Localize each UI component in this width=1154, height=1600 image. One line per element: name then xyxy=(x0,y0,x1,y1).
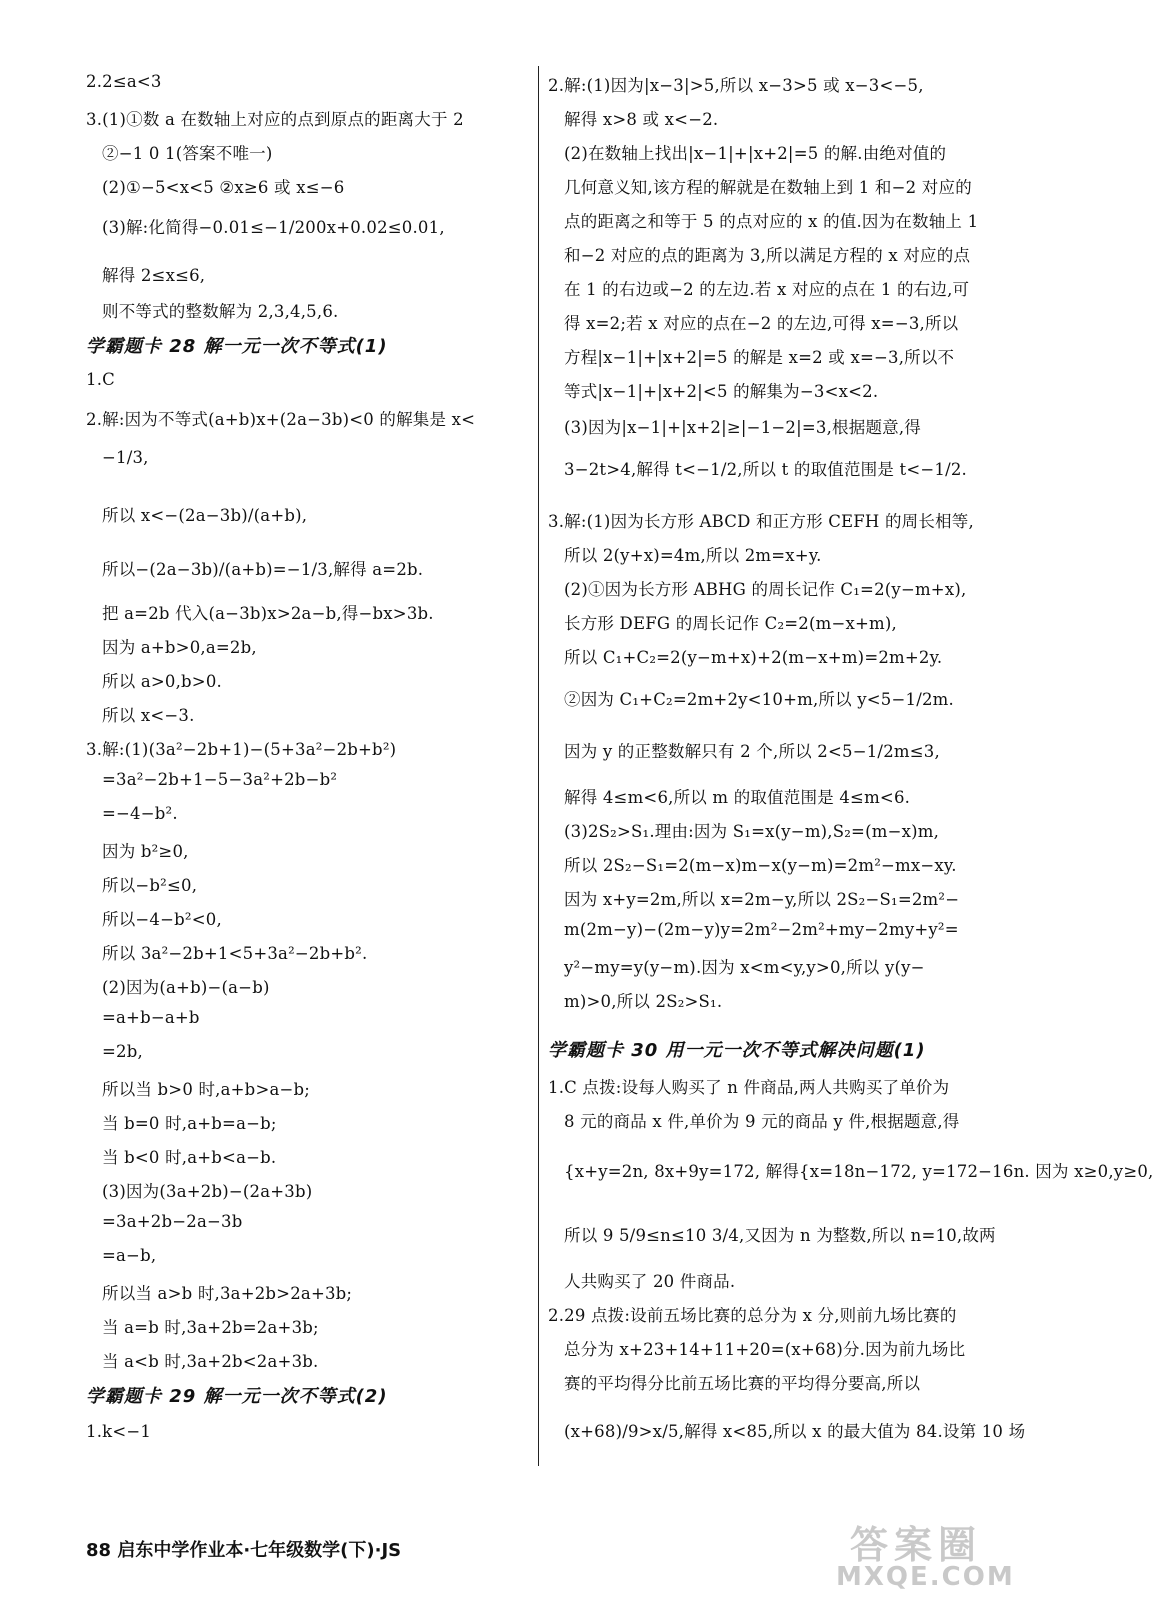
answer-line: 所以当 a>b 时,3a+2b>2a+3b; xyxy=(102,1284,353,1303)
answer-line: 2.解:(1)因为|x−3|>5,所以 x−3>5 或 x−3<−5, xyxy=(548,76,924,95)
answer-line: 因为 a+b>0,a=2b, xyxy=(102,638,257,657)
answer-line: =2b, xyxy=(102,1042,143,1061)
answer-line: =a+b−a+b xyxy=(102,1008,200,1027)
answer-line: (2)因为(a+b)−(a−b) xyxy=(102,978,270,997)
answer-line: 赛的平均得分比前五场比赛的平均得分要高,所以 xyxy=(564,1374,921,1393)
card-30-heading: 学霸题卡 30 用一元一次不等式解决问题(1) xyxy=(548,1040,926,1061)
answer-line: (x+68)/9>x/5,解得 x<85,所以 x 的最大值为 84.设第 10 场 xyxy=(564,1422,1026,1441)
answer-line: 把 a=2b 代入(a−3b)x>2a−b,得−bx>3b. xyxy=(102,604,434,623)
answer-line: 所以 2S₂−S₁=2(m−x)m−x(y−m)=2m²−mx−xy. xyxy=(564,856,957,875)
answer-line: 当 a<b 时,3a+2b<2a+3b. xyxy=(102,1352,319,1371)
answer-line: 所以 2(y+x)=4m,所以 2m=x+y. xyxy=(564,546,822,565)
answer-line: m)>0,所以 2S₂>S₁. xyxy=(564,992,723,1011)
answer-line: 所以−4−b²<0, xyxy=(102,910,222,929)
answer-line: (3)2S₂>S₁.理由:因为 S₁=x(y−m),S₂=(m−x)m, xyxy=(564,822,940,841)
column-divider xyxy=(538,66,539,1466)
answer-line: 解得 4≤m<6,所以 m 的取值范围是 4≤m<6. xyxy=(564,788,911,807)
answer-line: 2.2≤a<3 xyxy=(86,72,162,91)
answer-line: (2)①−5<x<5 ②x≥6 或 x≤−6 xyxy=(102,178,345,197)
answer-line: 所以 x<−(2a−3b)/(a+b), xyxy=(102,506,308,525)
watermark-logo xyxy=(836,1514,1026,1592)
card-28-heading: 学霸题卡 28 解一元一次不等式(1) xyxy=(86,336,388,357)
answer-line: 1.C xyxy=(86,370,115,389)
answer-line: 几何意义知,该方程的解就是在数轴上到 1 和−2 对应的 xyxy=(564,178,972,197)
answer-line: (3)解:化简得−0.01≤−1/200x+0.02≤0.01, xyxy=(102,218,445,237)
answer-line: 2.29 点拨:设前五场比赛的总分为 x 分,则前九场比赛的 xyxy=(548,1306,957,1325)
answer-line: (2)在数轴上找出|x−1|+|x+2|=5 的解.由绝对值的 xyxy=(564,144,947,163)
answer-line: 当 b<0 时,a+b<a−b. xyxy=(102,1148,277,1167)
answer-line: 总分为 x+23+14+11+20=(x+68)分.因为前九场比 xyxy=(564,1340,966,1359)
answer-line: 得 x=2;若 x 对应的点在−2 的左边,可得 x=−3,所以 xyxy=(564,314,959,333)
watermark-url: MXQE.COM xyxy=(836,1562,1015,1592)
answer-line: ②−1 0 1(答案不唯一) xyxy=(102,144,273,163)
answer-line: {x+y=2n, 8x+9y=172, 解得{x=18n−172, y=172−16n. 因为 x≥0,y≥0, xyxy=(564,1162,1154,1181)
answer-line: (3)因为(3a+2b)−(2a+3b) xyxy=(102,1182,313,1201)
answer-line: 解得 x>8 或 x<−2. xyxy=(564,110,719,129)
answer-line: 则不等式的整数解为 2,3,4,5,6. xyxy=(102,302,339,321)
answer-line: =3a²−2b+1−5−3a²+2b−b² xyxy=(102,770,338,789)
answer-line: =−4−b². xyxy=(102,804,178,823)
answer-line: 1.C 点拨:设每人购买了 n 件商品,两人共购买了单价为 xyxy=(548,1078,950,1097)
answer-line: 等式|x−1|+|x+2|<5 的解集为−3<x<2. xyxy=(564,382,879,401)
answer-line: 长方形 DEFG 的周长记作 C₂=2(m−x+m), xyxy=(564,614,897,633)
answer-line: =3a+2b−2a−3b xyxy=(102,1212,243,1231)
answer-line: 所以 a>0,b>0. xyxy=(102,672,222,691)
answer-line: 所以 3a²−2b+1<5+3a²−2b+b². xyxy=(102,944,368,963)
card-29-heading: 学霸题卡 29 解一元一次不等式(2) xyxy=(86,1386,388,1407)
answer-line: (3)因为|x−1|+|x+2|≥|−1−2|=3,根据题意,得 xyxy=(564,418,921,437)
answer-line: 当 a=b 时,3a+2b=2a+3b; xyxy=(102,1318,319,1337)
answer-line: 8 元的商品 x 件,单价为 9 元的商品 y 件,根据题意,得 xyxy=(564,1112,960,1131)
answer-line: 点的距离之和等于 5 的点对应的 x 的值.因为在数轴上 1 xyxy=(564,212,979,231)
answer-line: 解得 2≤x≤6, xyxy=(102,266,206,285)
answer-line: 人共购买了 20 件商品. xyxy=(564,1272,736,1291)
answer-line: 1.k<−1 xyxy=(86,1422,152,1441)
answer-line: 所以−(2a−3b)/(a+b)=−1/3,解得 a=2b. xyxy=(102,560,424,579)
page-footer: 88 启东中学作业本·七年级数学(下)·JS xyxy=(86,1540,402,1561)
answer-line: −1/3, xyxy=(102,448,149,467)
answer-line: 2.解:因为不等式(a+b)x+(2a−3b)<0 的解集是 x< xyxy=(86,410,476,429)
answer-line: 和−2 对应的点的距离为 3,所以满足方程的 x 对应的点 xyxy=(564,246,971,265)
answer-line: 3−2t>4,解得 t<−1/2,所以 t 的取值范围是 t<−1/2. xyxy=(564,460,967,479)
answer-line: 所以 9 5/9≤n≤10 3/4,又因为 n 为整数,所以 n=10,故两 xyxy=(564,1226,996,1245)
answer-line: 所以 x<−3. xyxy=(102,706,195,725)
answer-line: 3.(1)①数 a 在数轴上对应的点到原点的距离大于 2 xyxy=(86,110,464,129)
answer-line: m(2m−y)−(2m−y)y=2m²−2m²+my−2my+y²= xyxy=(564,920,959,939)
answer-line: =a−b, xyxy=(102,1246,157,1265)
answer-line: 3.解:(1)因为长方形 ABCD 和正方形 CEFH 的周长相等, xyxy=(548,512,974,531)
answer-line: 3.解:(1)(3a²−2b+1)−(5+3a²−2b+b²) xyxy=(86,740,397,759)
answer-line: y²−my=y(y−m).因为 x<m<y,y>0,所以 y(y− xyxy=(564,958,925,977)
answer-line: 因为 x+y=2m,所以 x=2m−y,所以 2S₂−S₁=2m²− xyxy=(564,890,960,909)
answer-line: (2)①因为长方形 ABHG 的周长记作 C₁=2(y−m+x), xyxy=(564,580,967,599)
answer-line: 方程|x−1|+|x+2|=5 的解是 x=2 或 x=−3,所以不 xyxy=(564,348,955,367)
watermark-text: 答案圈 xyxy=(850,1523,983,1567)
answer-line: 因为 b²≥0, xyxy=(102,842,189,861)
answer-line: 在 1 的右边或−2 的左边.若 x 对应的点在 1 的右边,可 xyxy=(564,280,970,299)
answer-line: 所以 C₁+C₂=2(y−m+x)+2(m−x+m)=2m+2y. xyxy=(564,648,943,667)
answer-line: 因为 y 的正整数解只有 2 个,所以 2<5−1/2m≤3, xyxy=(564,742,940,761)
answer-line: 所以当 b>0 时,a+b>a−b; xyxy=(102,1080,311,1099)
answer-line: 当 b=0 时,a+b=a−b; xyxy=(102,1114,277,1133)
answer-line: ②因为 C₁+C₂=2m+2y<10+m,所以 y<5−1/2m. xyxy=(564,690,954,709)
answer-line: 所以−b²≤0, xyxy=(102,876,198,895)
